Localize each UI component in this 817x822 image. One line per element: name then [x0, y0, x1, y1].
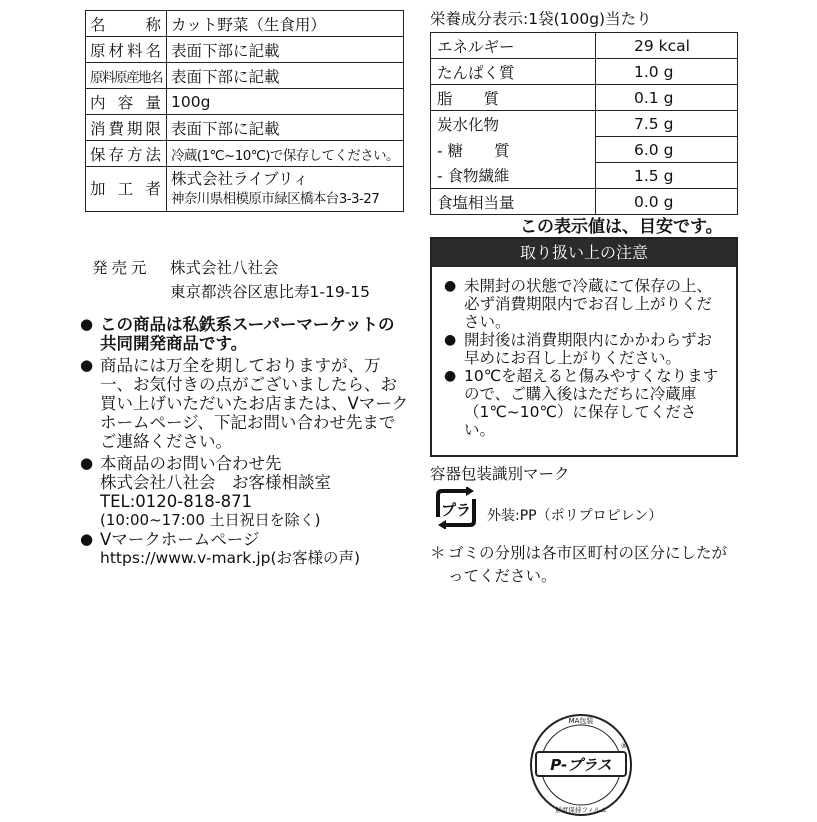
- list-item: ● 未開封の状態で冷蔵にて保存の上、必ず消費期限内でお召し上がりください。: [444, 277, 726, 331]
- packaging-material: 外装:PP（ポリプロピレン）: [487, 508, 663, 524]
- nutrient-name: 炭水化物: [431, 111, 596, 137]
- table-row: [86, 63, 404, 89]
- info-label: 原材料名: [86, 37, 167, 63]
- table-row: [86, 141, 404, 167]
- list-item: ● 商品には万全を期しておりますが、万一、お気付きの点がございましたら、お買い上げいただいたお店または、Vマークホームページ、下記お問い合わせ先までご連絡ください。: [80, 356, 410, 451]
- nutrient-value: 0.1 g: [596, 85, 738, 111]
- recycle-pla-icon: [428, 487, 484, 529]
- info-label: 名 称: [86, 11, 167, 37]
- processor-address: 神奈川県相模原市緑区橋本台3-3-27: [171, 191, 380, 207]
- list-item: ● この商品は私鉄系スーパーマーケットの共同開発商品です。: [80, 315, 410, 353]
- info-label: 内容量: [86, 89, 167, 115]
- seller-info: [92, 256, 370, 304]
- table-row: [86, 37, 404, 63]
- nutrient-value: 6.0 g: [596, 137, 738, 163]
- list-item: [80, 530, 410, 568]
- info-label: 原料原産地名: [86, 63, 167, 89]
- contact-line: TEL:0120-818-871: [100, 492, 253, 511]
- table-row: [86, 167, 404, 212]
- p-plus-logo: [528, 712, 634, 818]
- nutrient-value: 1.0 g: [596, 59, 738, 85]
- info-label: 消費期限: [86, 115, 167, 141]
- table-row: [86, 11, 404, 37]
- processor-name: 株式会社ライブリィ: [171, 170, 309, 188]
- list-item: ● 開封後は消費期限内にかかわらずお早めにお召し上がりください。: [444, 331, 726, 367]
- info-value: 100g: [167, 89, 404, 115]
- table-row: [431, 85, 738, 111]
- contact-heading: ● 本商品のお問い合わせ先: [100, 454, 282, 473]
- info-value: 冷蔵(1℃~10℃)で保存してください。: [167, 141, 404, 167]
- list-item: [80, 454, 410, 530]
- contact-line: 株式会社八社会 お客様相談室: [100, 473, 331, 492]
- seller-name: 株式会社八社会: [170, 259, 279, 277]
- info-label: 加工者: [86, 167, 167, 212]
- table-row: [431, 137, 738, 163]
- nutrient-value: 7.5 g: [596, 111, 738, 137]
- garbage-note-text: ゴミの分別は各市区町村の区分にしたがってください。: [448, 544, 728, 585]
- nutrient-value: 0.0 g: [596, 189, 738, 215]
- nutrient-name: エネルギー: [431, 33, 596, 59]
- info-value: 表面下部に記載: [167, 115, 404, 141]
- table-row: [86, 89, 404, 115]
- info-label: 保存方法: [86, 141, 167, 167]
- info-value: [167, 167, 404, 212]
- info-value: カット野菜（生食用）: [167, 11, 404, 37]
- table-row: [86, 115, 404, 141]
- nutrient-name: 脂 質: [431, 85, 596, 111]
- seller-address: 東京都渋谷区恵比寿1-19-15: [170, 283, 370, 301]
- nutrient-name: たんぱく質: [431, 59, 596, 85]
- table-row: [431, 189, 738, 215]
- table-row: [431, 163, 738, 189]
- info-value: 表面下部に記載: [167, 37, 404, 63]
- table-row: [431, 59, 738, 85]
- product-info-table: [85, 10, 404, 212]
- nutrient-value: 1.5 g: [596, 163, 738, 189]
- logo-top-text: MA包装: [568, 717, 594, 725]
- garbage-note: [430, 542, 738, 588]
- seller-label: 発売元: [92, 259, 151, 277]
- table-row: [431, 33, 738, 59]
- nutrient-name: - 食物繊維: [431, 163, 596, 189]
- pla-mark-text: プラ: [440, 501, 472, 519]
- notice-list: [80, 315, 410, 568]
- nutrition-title: 栄養成分表示:1袋(100g)当たり: [430, 10, 652, 28]
- table-row: [431, 111, 738, 137]
- nutrition-note: この表示値は、目安です。: [520, 217, 723, 237]
- info-value: 表面下部に記載: [167, 63, 404, 89]
- logo-main-text: P-プラス: [550, 756, 612, 774]
- handling-box: [430, 237, 738, 457]
- logo-bottom-text: 鮮度保持フィルム: [555, 806, 607, 814]
- packaging-title: 容器包装識別マーク: [430, 465, 570, 483]
- handling-title: 取り扱い上の注意: [432, 239, 736, 267]
- list-item: ● 10℃を超えると傷みやすくなりますので、ご購入後はただちに冷蔵庫（1℃~10℃）に保存してください。: [444, 367, 726, 439]
- nutrient-name: - 糖 質: [431, 137, 596, 163]
- logo-reg-mark: ®: [620, 742, 628, 750]
- asterisk: ＊: [430, 544, 446, 562]
- contact-line: (10:00~17:00 土日祝日を除く): [100, 511, 321, 529]
- homepage-heading: ● Vマークホームページ: [100, 530, 260, 549]
- homepage-url: https://www.v-mark.jp(お客様の声): [100, 549, 361, 567]
- nutrient-value: 29 kcal: [596, 33, 738, 59]
- nutrient-name: 食塩相当量: [431, 189, 596, 215]
- nutrition-table: [430, 32, 738, 215]
